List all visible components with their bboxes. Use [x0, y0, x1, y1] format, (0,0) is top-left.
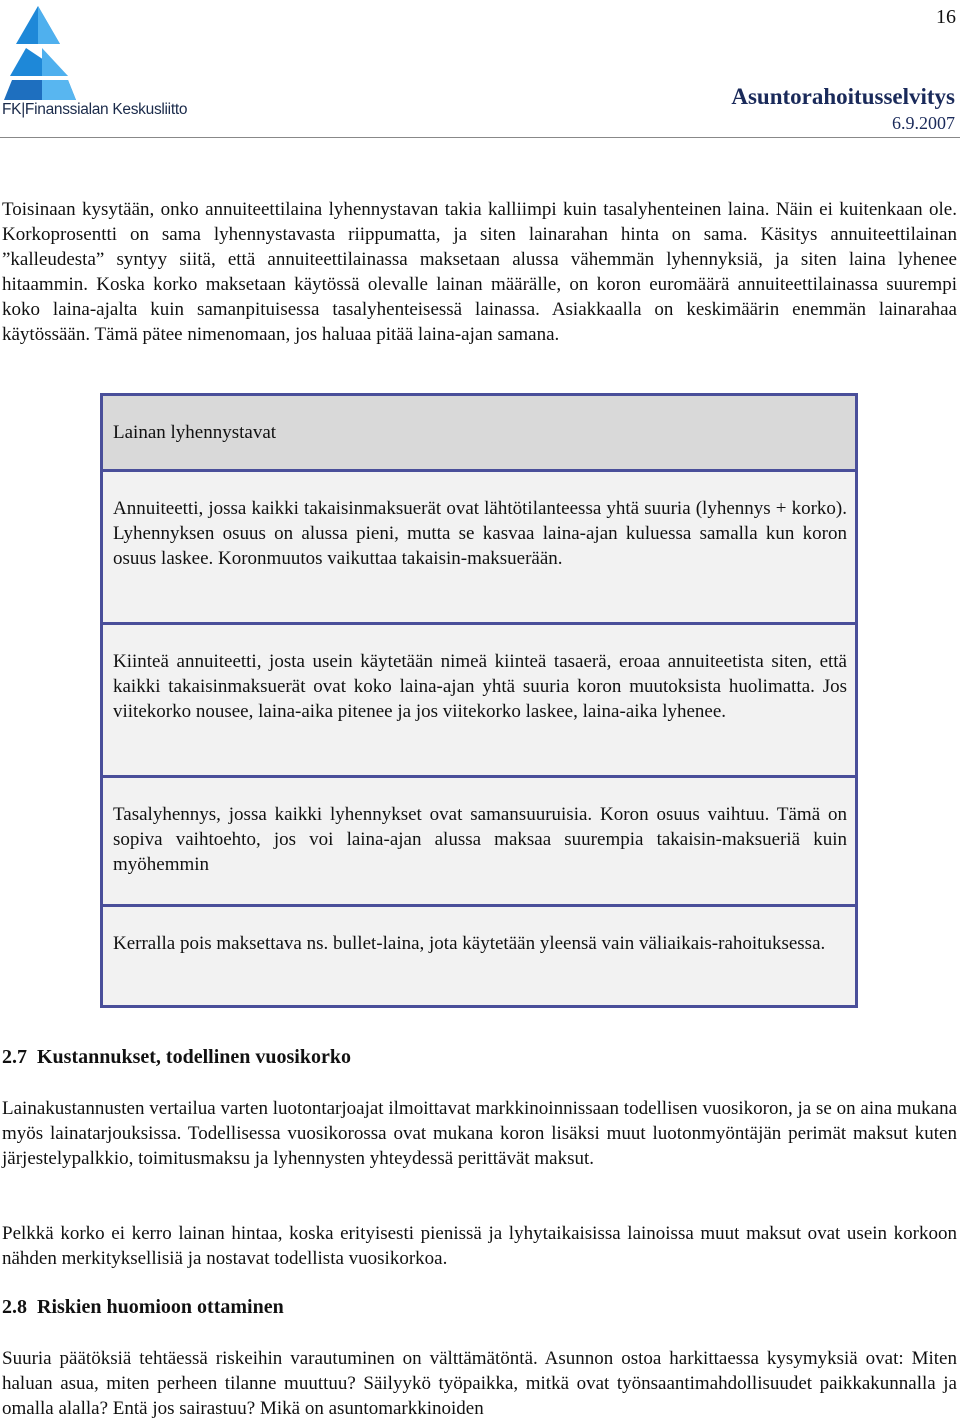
section-heading-risks [2, 1296, 284, 1319]
repayment-methods-box [100, 393, 858, 1008]
box-item-text: Kerralla pois maksettava ns. bullet-laina, jota käytetään yleensä vain väliaikais-rahoituksessa. [113, 933, 826, 954]
box-item-annuity [103, 472, 855, 625]
box-title: Lainan lyhennystavat [103, 396, 855, 472]
document-title: Asuntorahoitusselvitys [731, 84, 955, 109]
box-item-text: Kiinteä annuiteetti, josta usein käytetään nimeä kiinteä tasaerä, eroaa annuiteetista siten, että kaikki takaisinmaksuerät ovat koko laina-ajan yhtä suuria koron muutoksista huolimatta. Jos viitekorko nousee, laina-aika pitenee ja jos viitekorko laskee, laina-aika lyhenee. [113, 651, 847, 722]
section-title: Kustannukset, todellinen vuosikorko [37, 1046, 351, 1068]
box-item-equal-installment [103, 778, 855, 907]
costs-paragraph-1: Lainakustannusten vertailua varten luotontarjoajat ilmoittavat markkinoinnissaan todellisen vuosikoron, ja se on aina mukana myös lainatarjouksissa. Todellisessa vuosikorossa ovat mukana koron lisäksi muut luotonmyöntäjän perimät maksut kuten järjestelypalkkio, toimitusmaksu ja lyhennysten yhteydessä perittävät maksut. [2, 1098, 957, 1169]
box-item-text: Tasalyhennys, jossa kaikki lyhennykset ovat samansuuruisia. Koron osuus vaihtuu. Tämä on sopiva vaihtoehto, jos voi laina-ajan alussa maksaa suurempia takaisin-maksueriä kuin myöhemmin [113, 804, 847, 875]
section-number: 2.8 [2, 1296, 27, 1318]
costs-paragraph-2: Pelkkä korko ei kerro lainan hintaa, koska erityisesti pienissä ja lyhytaikaisissa lainoissa muut maksut ovat usein korkoon nähden merkityksellisiä ja nostavat todellista vuosikorkoa. [2, 1223, 957, 1269]
page-number: 16 [936, 6, 956, 28]
box-item-bullet-loan [103, 907, 855, 1005]
box-item-text: Annuiteetti, jossa kaikki takaisinmaksuerät ovat lähtötilanteessa yhtä suuria (lyhennys + korko). Lyhennyksen osuus on alussa pieni, mutta se kasvaa laina-ajan kuluessa samalla kun koron osuus laskee. Koronmuutos vaikuttaa takaisin-maksuerään. [113, 498, 847, 569]
box-item-fixed-annuity [103, 625, 855, 778]
logo-text: FK|Finanssialan Keskusliitto [2, 101, 188, 118]
section-title: Riskien huomioon ottaminen [37, 1296, 284, 1318]
header-divider [0, 137, 960, 138]
section-number: 2.7 [2, 1046, 27, 1068]
intro-paragraph: Toisinaan kysytään, onko annuiteettilaina lyhennystavan takia kalliimpi kuin tasalyhenteinen laina. Näin ei kuitenkaan ole. Korkoprosentti on sama lyhennystavasta riippumatta, ja siten lainarahan hinta on sama. Käsitys annuiteettilainan ”kalleudesta” syntyy siitä, että annuiteettilainassa maksetaan alussa vähemmän lyhennyksiä, ja siten laina lyhenee hitaammin. Koska korko maksetaan käytössä olevalle lainan määrälle, on koron euromäärä annuiteettilainassa suurempi koko laina-ajalta kuin samanpituisessa tasalyhenteisessä lainassa. Asiakkaalla on keskimäärin enemmän lainarahaa käytössään. Tämä pätee nimenomaan, jos haluaa pitää laina-ajan samana. [2, 199, 957, 345]
risks-paragraph: Suuria päätöksiä tehtäessä riskeihin varautuminen on välttämätöntä. Asunnon ostoa harkittaessa kysymyksiä ovat: Miten haluan asua, miten perheen tilanne muuttuu? Säilyykö työpaikka, mitkä ovat työnsaantimahdollisuudet paikkakunnalla ja omalla alalla? Entä jos sairastuu? Mikä on asuntomarkkinoiden [2, 1348, 957, 1419]
section-heading-costs [2, 1046, 351, 1069]
document-date: 6.9.2007 [892, 113, 955, 133]
